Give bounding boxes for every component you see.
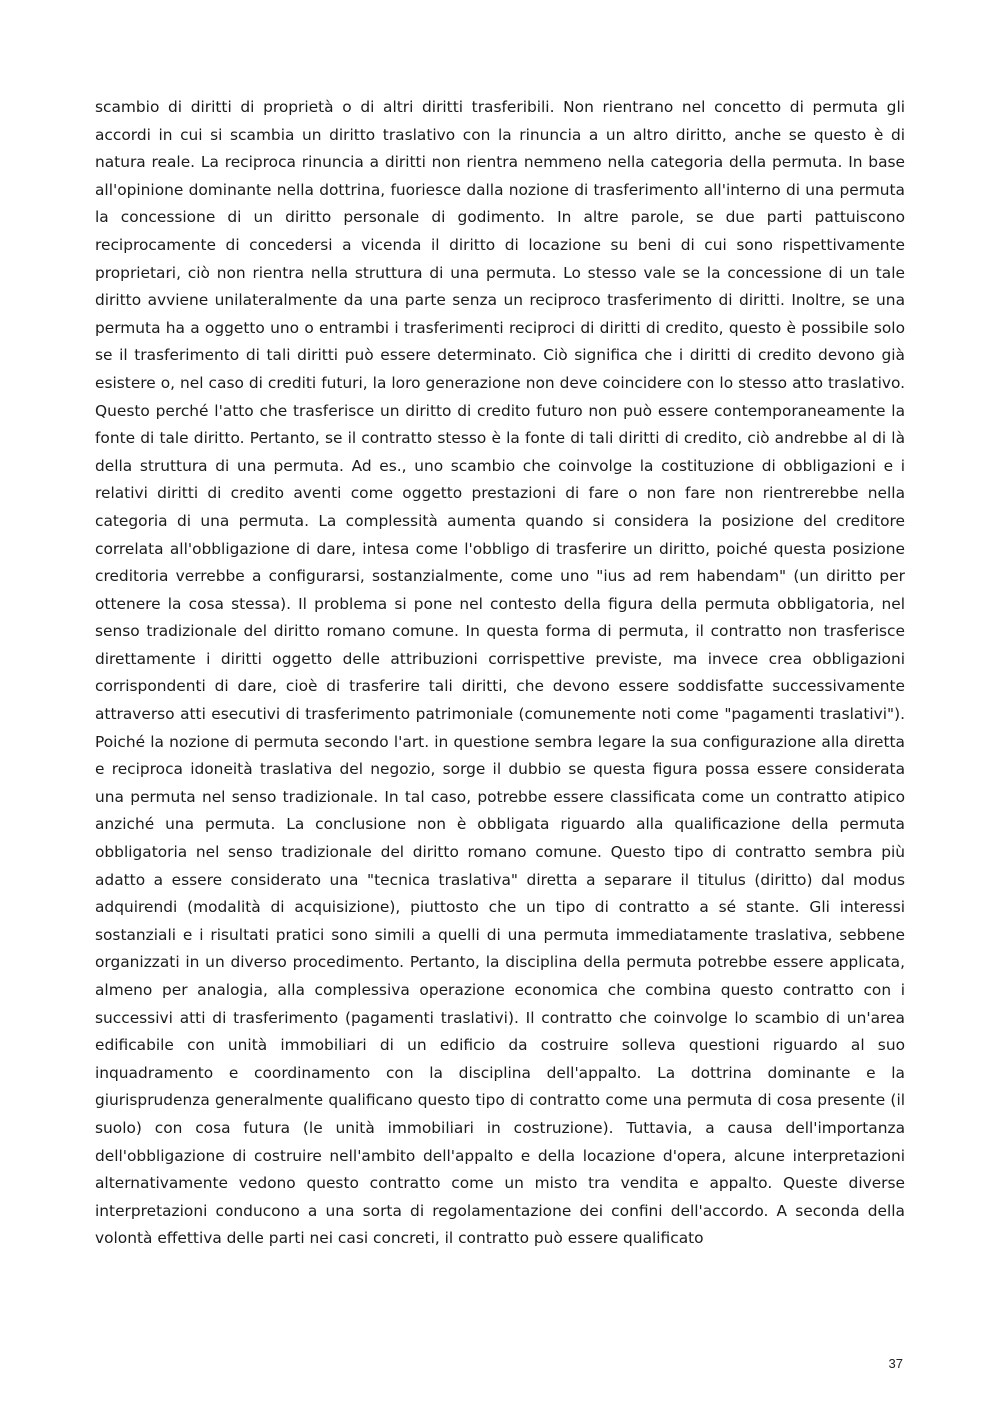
body-paragraph: scambio di diritti di proprietà o di altri diritti trasferibili. Non rientrano nel concetto di permuta gli accordi in cui si scambia un diritto traslativo con la rinuncia a un altro diritto, anche se questo è di natura reale. La reciproca rinuncia a diritti non rientra nemmeno nella categoria della permuta. In base all'opinione dominante nella dottrina, fuoriesce dalla nozione di trasferimento all'interno di una permuta la concessione di un diritto personale di godimento. In altre parole, se due parti pattuiscono reciprocamente di concedersi a vicenda il diritto di locazione su beni di cui sono rispettivamente proprietari, ciò non rientra nella struttura di una permuta. Lo stesso vale se la concessione di un tale diritto avviene unilateralmente da una parte senza un reciproco trasferimento di diritti. Inoltre, se una permuta ha a oggetto uno o entrambi i trasferimenti reciproci di diritti di credito, questo è possibile solo se il trasferimento di tali diritti può essere determinato. Ciò significa che i diritti di credito devono già esistere o, nel caso di crediti futuri, la loro generazione non deve coincidere con lo stesso atto traslativo. Questo perché l'atto che trasferisce un diritto di credito futuro non può essere contemporaneamente la fonte di tale diritto. Pertanto, se il contratto stesso è la fonte di tali diritti di credito, ciò andrebbe al di là della struttura di una permuta. Ad es., uno scambio che coinvolge la costituzione di obbligazioni e i relativi diritti di credito aventi come oggetto prestazioni di fare o non fare non rientrerebbe nella categoria di una permuta. La complessità aumenta quando si considera la posizione del creditore correlata all'obbligazione di dare, intesa come l'obbligo di trasferire un diritto, poiché questa posizione creditoria verrebbe a configurarsi, sostanzialmente, come uno "ius ad rem habendam" (un diritto per ottenere la cosa stessa). Il problema si pone nel contesto della figura della permuta obbligatoria, nel senso tradizionale del diritto romano comune. In questa forma di permuta, il contratto non trasferisce direttamente i diritti oggetto delle attribuzioni corrispettive previste, ma invece crea obbligazioni corrispondenti di dare, cioè di trasferire tali diritti, che devono essere soddisfatte successivamente attraverso atti esecutivi di trasferimento patrimoniale (comunemente noti come "pagamenti traslativi"). Poiché la nozione di permuta secondo l'art. in questione sembra legare la sua configurazione alla diretta e reciproca idoneità traslativa del negozio, sorge il dubbio se questa figura possa essere considerata una permuta nel senso tradizionale. In tal caso, potrebbe essere classificata come un contratto atipico anziché una permuta. La conclusione non è obbligata riguardo alla qualificazione della permuta obbligatoria nel senso tradizionale del diritto romano comune. Questo tipo di contratto sembra più adatto a essere considerato una "tecnica traslativa" diretta a separare il titulus (diritto) dal modus adquirendi (modalità di acquisizione), piuttosto che un tipo di contratto a sé stante. Gli interessi sostanziali e i risultati pratici sono simili a quelli di una permuta immediatamente traslativa, sebbene organizzati in un diverso procedimento. Pertanto, la disciplina della permuta potrebbe essere applicata, almeno per analogia, alla complessiva operazione economica che combina questo contratto con i successivi atti di trasferimento (pagamenti traslativi). Il contratto che coinvolge lo scambio di un'area edificabile con unità immobiliari di un edificio da costruire solleva questioni riguardo al suo inquadramento e coordinamento con la disciplina dell'appalto. La dottrina dominante e la giurisprudenza generalmente qualificano questo tipo di contratto come una permuta di cosa presente (il suolo) con cosa futura (le unità immobiliari in costruzione). Tuttavia, a causa dell'importanza dell'obbligazione di costruire nell'ambito dell'appalto e della locazione d'opera, alcune interpretazioni alternativamente vedono questo contratto come un misto tra vendita e appalto. Queste diverse interpretazioni conducono a una sorta di regolamentazione dei confini dell'accordo. A seconda della volontà effettiva delle parti nei casi concreti, il contratto può essere qualificato: [95, 98, 905, 1248]
page-number: 37: [888, 1356, 903, 1371]
